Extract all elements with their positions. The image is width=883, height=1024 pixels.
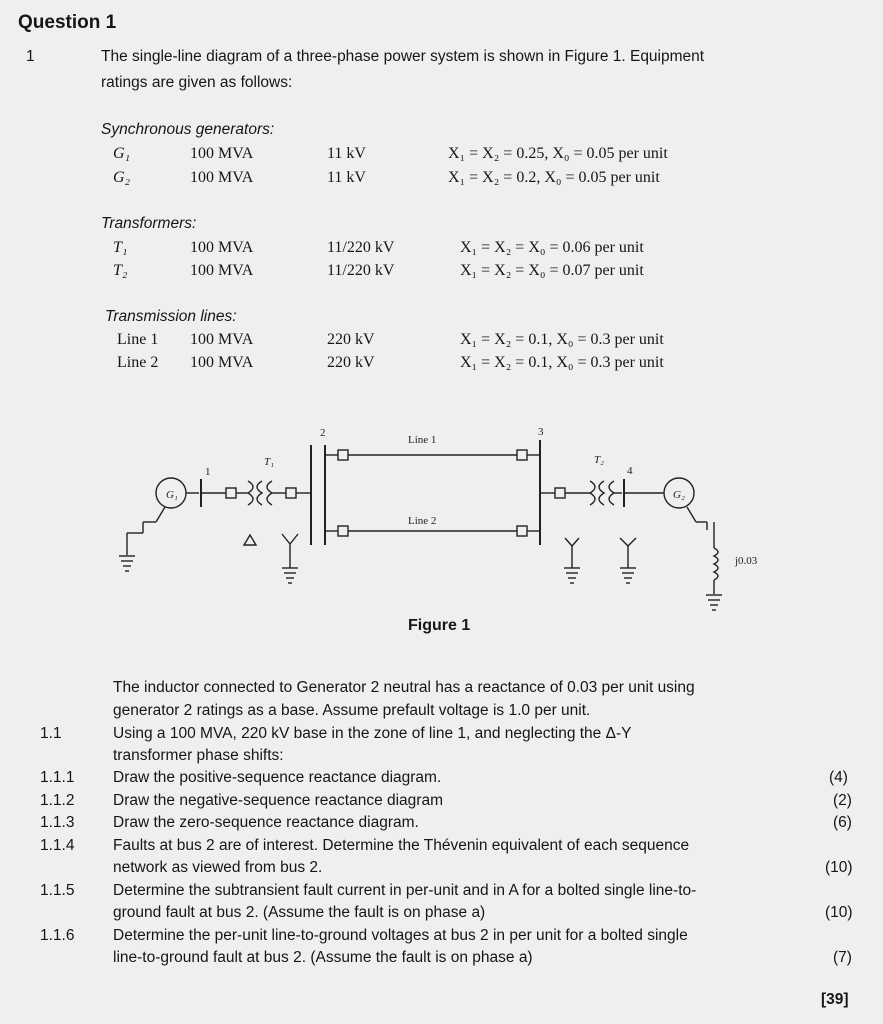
- sub-number: 1.1: [40, 725, 62, 742]
- part-text: Draw the zero-sequence reactance diagram.: [113, 814, 419, 831]
- intro-line-2: ratings are given as follows:: [101, 74, 293, 91]
- part-text: Faults at bus 2 are of interest. Determine the Thévenin equivalent of each sequence: [113, 837, 690, 854]
- bus-4-label: 4: [627, 465, 633, 477]
- t1-x: X₁ = X₂ = X₀ = 0.06 per unit: [460, 239, 644, 256]
- bus-2-label: 2: [320, 427, 326, 439]
- figure-caption: Figure 1: [408, 617, 471, 634]
- part-text: Draw the negative-sequence reactance diagram: [113, 792, 443, 809]
- transmission-line-2: [325, 515, 540, 536]
- t1-label: T₁: [264, 456, 274, 468]
- part-number: 1.1.2: [40, 792, 75, 809]
- g2-x: X₁ = X₂ = 0.2, X₀ = 0.05 per unit: [448, 169, 660, 186]
- g1-kv: 11 kV: [327, 145, 366, 162]
- part-marks: (6): [833, 814, 852, 831]
- lines-title: Transmission lines:: [105, 308, 237, 325]
- line1-name: Line 1: [117, 331, 159, 348]
- t1-name: T₁: [113, 239, 128, 256]
- body-line-2: generator 2 ratings as a base. Assume prefault voltage is 1.0 per unit.: [113, 702, 591, 719]
- part-marks: (10): [825, 859, 853, 876]
- bus-1-label: 1: [205, 466, 211, 478]
- intro-line-1: The single-line diagram of a three-phase power system is shown in Figure 1. Equipment: [101, 48, 705, 65]
- transmission-line-1: [325, 434, 540, 460]
- bus-2: [311, 427, 326, 545]
- line2-mva: 100 MVA: [190, 354, 254, 371]
- t2-kv: 11/220 kV: [327, 262, 395, 279]
- part-number: 1.1.3: [40, 814, 75, 831]
- line1-kv: 220 kV: [327, 331, 375, 348]
- transformer-t2: [564, 454, 636, 583]
- g2-mva: 100 MVA: [190, 169, 254, 186]
- g1-x: X₁ = X₂ = 0.25, X₀ = 0.05 per unit: [448, 145, 668, 162]
- part-number: 1.1.6: [40, 927, 75, 944]
- part-number: 1.1.5: [40, 882, 75, 899]
- generator-g1: [119, 478, 199, 571]
- g2-kv: 11 kV: [327, 169, 366, 186]
- part-text: Determine the per-unit line-to-ground voltages at bus 2 in per unit for a bolted single: [113, 927, 688, 944]
- bus-3-label: 3: [538, 426, 544, 438]
- part-text: ground fault at bus 2. (Assume the fault is on phase a): [113, 904, 486, 921]
- t2-label: T₂: [594, 454, 604, 466]
- part-marks: (7): [833, 949, 852, 966]
- g1-name: G₁: [113, 145, 131, 162]
- g2-name: G₂: [113, 169, 131, 186]
- inductor-reactance-label: j0.03: [735, 555, 758, 567]
- part-text: Determine the subtransient fault current in per-unit and in A for a bolted single line-to-: [113, 882, 697, 899]
- g1-label: G₁: [166, 489, 178, 501]
- t2-x: X₁ = X₂ = X₀ = 0.07 per unit: [460, 262, 644, 279]
- line-2-label: Line 2: [408, 515, 437, 527]
- question-number: 1: [26, 48, 35, 65]
- part-marks: (4): [829, 769, 848, 786]
- part-number: 1.1.1: [40, 769, 75, 786]
- t1-kv: 11/220 kV: [327, 239, 395, 256]
- part-text: line-to-ground fault at bus 2. (Assume the fault is on phase a): [113, 949, 533, 966]
- bus-3: [538, 426, 590, 545]
- g2-label: G₂: [673, 489, 685, 501]
- total-marks: [39]: [821, 991, 849, 1008]
- part-marks: (10): [825, 904, 853, 921]
- part-text: Draw the positive-sequence reactance diagram.: [113, 769, 442, 786]
- t1-mva: 100 MVA: [190, 239, 254, 256]
- line2-name: Line 2: [117, 354, 159, 371]
- generator-g2: [664, 478, 758, 610]
- part-number: 1.1.4: [40, 837, 75, 854]
- line2-x: X₁ = X₂ = 0.1, X₀ = 0.3 per unit: [460, 354, 664, 371]
- bus-4: [614, 465, 664, 507]
- body-line-3: Using a 100 MVA, 220 kV base in the zone of line 1, and neglecting the Δ-Y: [113, 725, 632, 742]
- part-marks: (2): [833, 792, 852, 809]
- g1-mva: 100 MVA: [190, 145, 254, 162]
- neutral-inductor: [714, 548, 718, 580]
- transformer-t1: [244, 456, 311, 583]
- line2-kv: 220 kV: [327, 354, 375, 371]
- transformers-title: Transformers:: [101, 215, 197, 232]
- body-line-4: transformer phase shifts:: [113, 747, 284, 764]
- line1-x: X₁ = X₂ = 0.1, X₀ = 0.3 per unit: [460, 331, 664, 348]
- generators-title: Synchronous generators:: [101, 121, 275, 138]
- line-1-label: Line 1: [408, 434, 437, 446]
- part-text: network as viewed from bus 2.: [113, 859, 323, 876]
- question-heading: Question 1: [18, 12, 117, 33]
- t2-mva: 100 MVA: [190, 262, 254, 279]
- line1-mva: 100 MVA: [190, 331, 254, 348]
- bus-1: [201, 466, 248, 507]
- single-line-diagram: [0, 410, 883, 620]
- t2-name: T₂: [113, 262, 128, 279]
- body-line-1: The inductor connected to Generator 2 neutral has a reactance of 0.03 per unit using: [113, 679, 695, 696]
